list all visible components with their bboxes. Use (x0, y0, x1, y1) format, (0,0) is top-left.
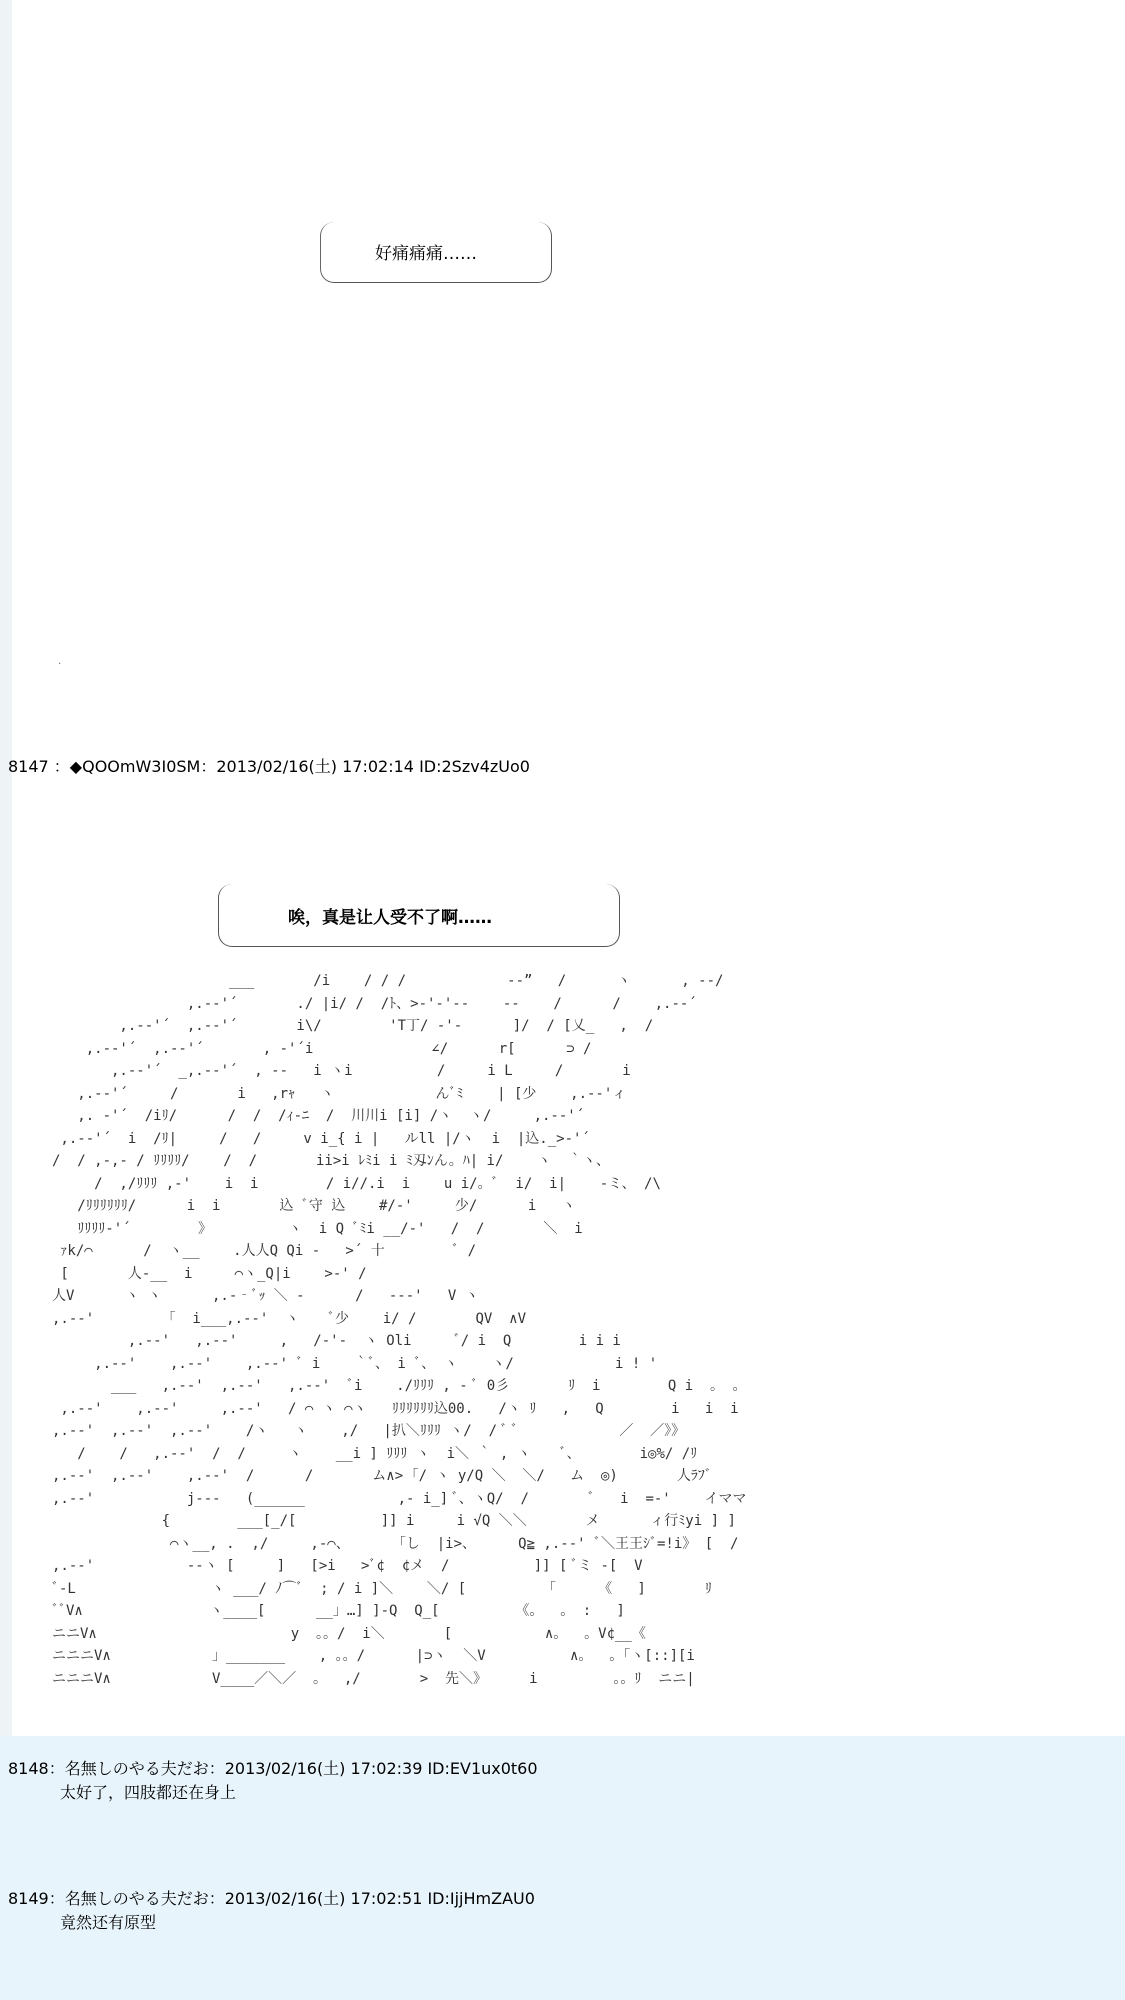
post-header-8148: 8148：名無しのやる夫だお：2013/02/16(土) 17:02:39 ID:EV1ux0t60 (8, 1759, 538, 1778)
left-margin-bar (0, 0, 12, 1736)
reply-section (0, 1736, 1125, 2000)
post-header-8147: 8147 ：◆QOOmW3I0SM：2013/02/16(土) 17:02:14 ID:2Szv4zUo0 (8, 757, 530, 776)
post-body-8149: 竟然还有原型 (60, 1913, 157, 1932)
post-header-8149: 8149：名無しのやる夫だお：2013/02/16(土) 17:02:51 ID:IjjHmZAU0 (8, 1889, 535, 1908)
speech-bubble-2 (218, 884, 628, 956)
ascii-art-illustration: ___ /i / / / ‐-” / ヽ , -‐/ ,.-‐'´ ./ |i/ / /ﾄ、>‐'‐'‐‐ ‐- / / ,.-‐´ ,.-‐'´ ,.-‐'´ i\/ 'T丁/ ‐'‐ ]/ / [乂_ , / ,.-‐'´ ,.-‐'´ , ‐'´i ∠/ r[ ⊃ / ,.-‐'´ _,.-‐'´ , ‐- i ヽi / i L / i ,.-‐'´ / i ,rｬ ヽ んﾞﾐ | [少 ,.-‐'ィ ,. ‐'´ /iﾘ/ / / /ｨ‐ﾆ / 川川i [i] /ヽ ヽ/ ,.-‐'´ ,.-‐'´ i /ﾘ| / / v i_{ i | ルll |/ヽ i |込._>‐'´ / / ,-,- / ﾘﾘﾘﾘ/ / / ii>i ﾚﾐi i ﾐ刄ﾝん。ﾊ| i/ ヽ ｀ヽ、 / ,/ﾘﾘﾘ ,‐' i i / i//.i i u i/。ﾞ i/ i| ‐ミ、 /\ /ﾘﾘﾘﾘﾘﾘ/ i i 込 ﾞ守 込 #/‐' 少/ i ヽ ﾘﾘﾘﾘ‐'´ 》 ヽ i Q ﾞﾐi __/‐' / / ＼ i ｧk/⌒ / ヽ__ .人人Q Qi ‐ >´ 十 ﾞ / [ 人‐__ i ⌒ヽ_Q|i >‐' / 人V ヽ ヽ ,.-‐ﾞｯ ＼ ‐ / ‐-‐' V ヽ ,.-‐' 「 i___,.-‐' ヽ ﾞ少 i/ / QV ∧V ,.-‐' ,.-‐' , /‐'‐ ヽ Oli ﾞ/ i Q i i i ,.-‐' ,.-‐' ,.-‐' ﾞ i ｀ﾞ、 i ﾞ、 ヽ ヽ/ i ! ' ___ ,.-‐' ,.-‐' ,.-‐' ﾞi ./ﾘﾘﾘ , ‐ ﾞ 0彡 ﾘ i Q i 。 。 ,.-‐' ,.-‐' ,.-‐' / ⌒ ヽ ⌒ヽ ﾘﾘﾘﾘﾘﾘ込00. /ヽ ﾘ , Q i i i ,.-‐' ,.-‐' ,.-‐' /ヽ ヽ ,/ |扒＼ﾘﾘﾘ ヽ/ / ﾞ ﾞ ／ ／》》 / / ,.-‐' / / ヽ __i ] ﾘﾘﾘ ヽ i＼ ｀ , ヽ ﾞ、 i◎%/ /ﾘ ,.-‐' ,.-‐' ,.-‐' / / ム∧> ｢/ ヽ y/Q ＼ ＼/ ム ◎) 人ﾗﾌﾞ ,.-‐' j‐‐‐ (______ ,- i_] ﾞ、ヽQ/ / ﾞ i =‐' イママ { ___[_/[ ]] i i √Q ＼＼ メ ィ行ﾐyi ] ] ⌒ヽ__, . ,/ ,-⌒、 「し |i>、 Q≧ ,.-‐' ﾞ＼王王ｼﾞ=!i》 [ / ,.-‐' ‐‐ヽ [ ] [>i >ﾞ¢ ¢メ / ]] [ ﾞミ ‐[ V ﾞ‐L ヽ ___/ ﾉ⌒ﾞ ; / i ]＼ ＼/ [ 「 《 ] ﾘ ﾞﾞV∧ ヽ____[ __」…] ]‐Q Q_[ 《。 。 : ] ニニV∧ y 。。/ i＼ [ ∧。 。V¢__《 ニニニV∧ 」_______ , 。。/ |⊃ヽ ＼V ∧。 。｢ヽ[::][i ニニニV∧ V____／＼／ 。 ,/ > 先＼》 i 。。ﾘ ニニ| (52, 973, 747, 1687)
speech-bubble-1 (320, 222, 560, 292)
post-body-8148: 太好了，四肢都还在身上 (60, 1783, 237, 1802)
stray-dot: . (58, 656, 62, 667)
speech-bubble-text: 好痛痛痛…… (375, 244, 477, 264)
speech-bubble-text: 唉，真是让人受不了啊…… (288, 908, 492, 928)
